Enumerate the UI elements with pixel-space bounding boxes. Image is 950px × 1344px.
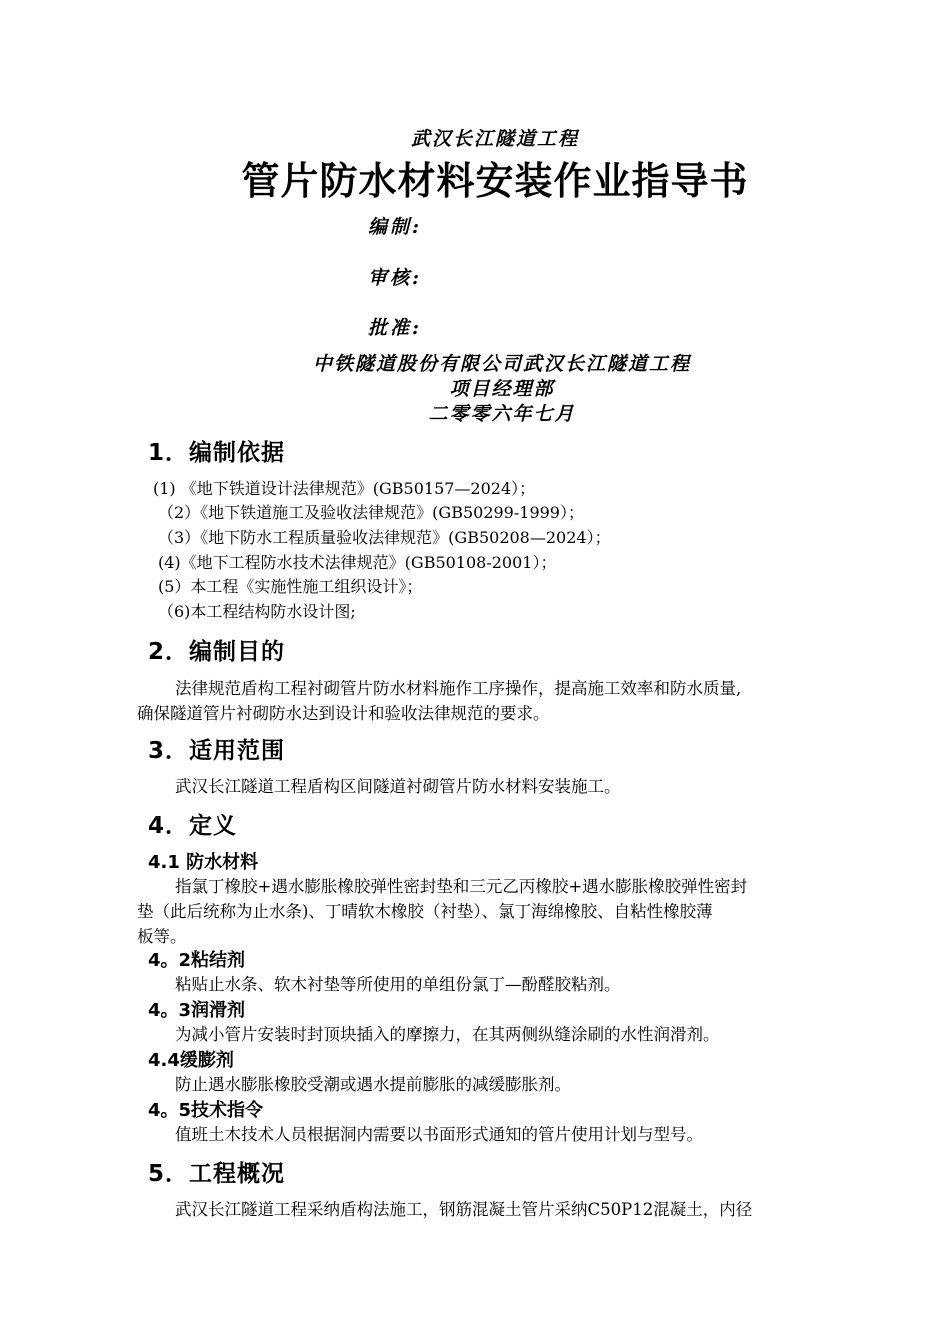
scope-paragraph: 武汉长江隧道工程盾构区间隧道衬砌管片防水材料安装施工。 (175, 777, 621, 796)
reference-item: （3）《地下防水工程质量验收法律规范》(GB50208—2024）； (158, 528, 611, 547)
reference-item: （6)本工程结构防水设计图; (158, 602, 356, 621)
definition-text-line: 防止遇水膨胀橡胶受潮或遇水提前膨胀的减缓膨胀剂。 (175, 1075, 571, 1094)
definition-text-line: 垫（此后统称为止水条)、丁晴软木橡胶（衬垫）、氯丁海绵橡胶、自粘性橡胶薄 (137, 902, 713, 921)
section-5-heading: 5．工程概况 (148, 1161, 286, 1187)
definition-text-line: 板等。 (137, 927, 187, 946)
section-3-heading: 3．适用范围 (148, 738, 286, 764)
compiled-by-label: 编制: (368, 216, 423, 238)
reviewed-by-label: 审核: (368, 267, 423, 289)
definition-text-line: 值班土木技术人员根据洞内需要以书面形式通知的管片使用计划与型号。 (175, 1125, 703, 1144)
approved-by-label: 批准: (368, 317, 423, 339)
definition-text-line: 粘贴止水条、软木衬垫等所使用的单组份氯丁—酚醛胶粘剂。 (175, 975, 621, 994)
reference-item: （2）《地下铁道施工及验收法律规范》(GB50299-1999）； (158, 503, 584, 522)
organization-department: 项目经理部 (449, 378, 555, 400)
definition-4-3-heading: 4。3润滑剂 (148, 1000, 246, 1021)
purpose-paragraph-line: 法律规范盾构工程衬砌管片防水材料施作工序操作，提高施工效率和防水质量, (175, 679, 742, 698)
document-title: 管片防水材料安装作业指导书 (241, 159, 749, 203)
document-date: 二零零六年七月 (428, 403, 576, 425)
section-1-heading: 1．编制依据 (148, 440, 286, 466)
reference-item: (4)《地下工程防水技术法律规范》(GB50108-2001）； (158, 553, 557, 572)
organization-name: 中铁隧道股份有限公司武汉长江隧道工程 (312, 353, 691, 375)
section-4-heading: 4．定义 (148, 813, 238, 839)
definition-4-4-heading: 4.4缓膨剂 (148, 1050, 234, 1071)
definition-4-2-heading: 4。2粘结剂 (148, 950, 246, 971)
reference-item: (1) 《地下铁道设计法律规范》(GB50157—2024）； (153, 479, 536, 498)
document-subtitle: 武汉长江隧道工程 (410, 128, 579, 150)
purpose-paragraph-line: 确保隧道管片衬砌防水达到设计和验收法律规范的要求。 (137, 704, 550, 723)
definition-text-line: 为减小管片安装时封顶块插入的摩擦力，在其两侧纵缝涂刷的水性润滑剂。 (175, 1025, 720, 1044)
definition-4-1-heading: 4.1 防水材料 (148, 852, 259, 873)
definition-text-line: 指氯丁橡胶+遇水膨胀橡胶弹性密封垫和三元乙丙橡胶+遇水膨胀橡胶弹性密封 (175, 877, 748, 896)
overview-paragraph-line: 武汉长江隧道工程采纳盾构法施工，钢筋混凝土管片采纳C50P12混凝土，内径 (175, 1200, 753, 1219)
definition-4-5-heading: 4。5技术指令 (148, 1100, 264, 1121)
reference-item: (5）本工程《实施性施工组织设计》； (158, 577, 423, 596)
section-2-heading: 2．编制目的 (148, 639, 286, 665)
